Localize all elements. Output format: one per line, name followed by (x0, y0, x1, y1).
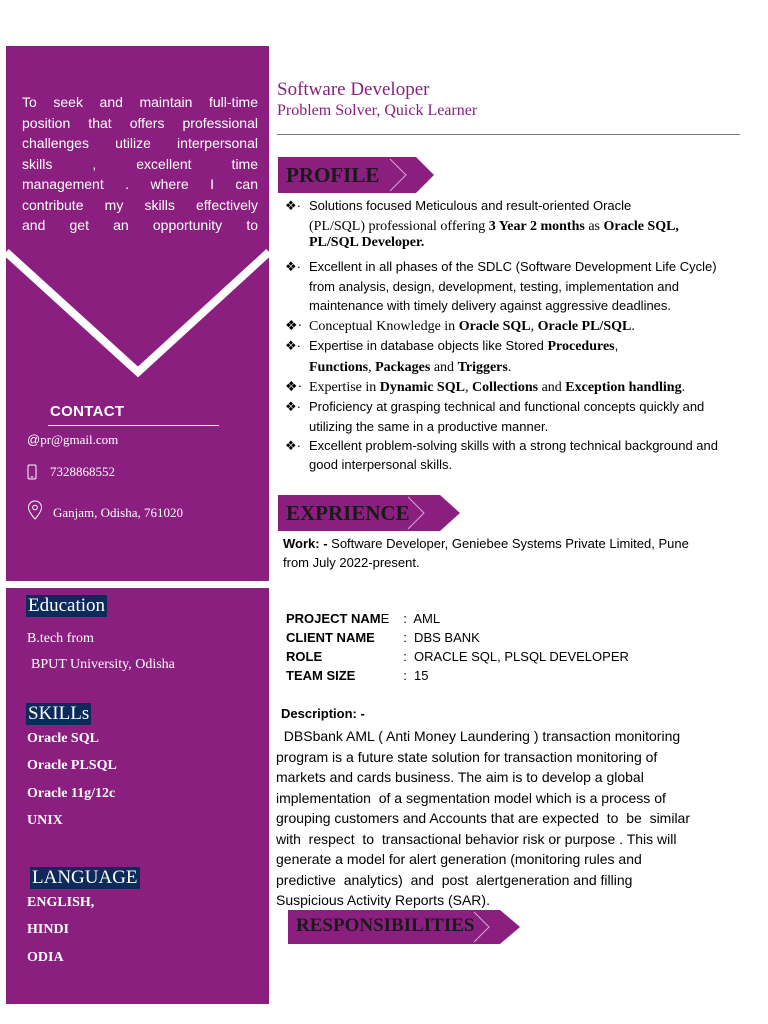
experience-heading: EXPRIENCE (286, 501, 410, 525)
skill-item: Oracle SQL (27, 731, 99, 746)
diamond-bullet-icon: ❖· (285, 338, 301, 354)
job-title: Software Developer (277, 79, 430, 100)
experience-banner (278, 495, 464, 531)
objective-line: contribute my skills effectively (22, 196, 258, 213)
project-row: PROJECT NAME : AML (286, 611, 441, 626)
profile-bullet: ❖· Expertise in Dynamic SQL, Collections and Exception handling. (285, 378, 740, 397)
objective-line: To seek and maintain full-time (22, 94, 258, 110)
phone-text: 7328868552 (50, 464, 115, 479)
profile-bullets (285, 196, 740, 475)
project-details (286, 609, 629, 685)
at-icon: @ (27, 432, 41, 447)
profile-banner (278, 157, 438, 193)
contact-title: CONTACT (50, 403, 125, 420)
address-text: Ganjam, Odisha, 761020 (53, 505, 183, 520)
profile-bullet-cont: (PL/SQL) professional offering 3 Year 2 months as Oracle SQL, PL/SQL Developer. (309, 219, 679, 251)
description-title: Description: - (281, 706, 365, 721)
skill-item: Oracle PLSQL (27, 758, 117, 773)
objective-text (22, 92, 258, 236)
work-summary (283, 534, 743, 572)
education-section (26, 595, 107, 617)
language-heading: LANGUAGE (32, 867, 138, 888)
sidebar-chevron-shape (6, 240, 269, 390)
contact-address (27, 500, 183, 521)
contact-phone (26, 464, 115, 480)
diamond-bullet-icon: ❖· (285, 399, 301, 415)
profile-heading: PROFILE (286, 163, 380, 187)
diamond-bullet-icon: ❖· (285, 319, 303, 335)
header-divider (277, 134, 740, 135)
contact-divider (48, 425, 219, 426)
diamond-bullet-icon: ❖· (285, 198, 301, 213)
objective-line: and get an opportunity to (22, 217, 258, 233)
education-heading: Education (28, 595, 106, 616)
profile-bullet: ❖· Excellent in all phases of the SDLC (Software Development Life Cycle) from analysis, design, development, testing, implementation and maintenance with timely delivery against aggressive deadlines. (285, 259, 717, 313)
project-description: DBSbank AML ( Anti Money Laundering ) transaction monitoring program is a future state solution for transaction monitoring of markets and cards business. The aim is to develop a global implementation of a segmentation model which is a process of grouping customers and Accounts that are expected to be similar with respect to transactional behavior risk or purpose . This will generate a model for alert generation (monitoring rules and predictive analytics) and post alertgeneration and filling Suspicious Activity Reports (SAR). (276, 728, 691, 908)
education-degree: B.tech from (27, 631, 94, 646)
skills-section (26, 703, 91, 725)
objective-line: management . where I can (22, 176, 258, 192)
profile-bullet: ❖· Conceptual Knowledge in Oracle SQL, Oracle PL/SQL. (285, 317, 740, 336)
diamond-bullet-icon: ❖· (285, 259, 301, 275)
profile-bullet: ❖· Expertise in database objects like Stored Procedures, Functions, Packages and Triggers. (285, 338, 619, 375)
project-row: TEAM SIZE : 15 (286, 668, 429, 683)
education-university: BPUT University, Odisha (31, 657, 175, 672)
language-item: ENGLISH, (27, 895, 95, 910)
project-row: ROLE : ORACLE SQL, PLSQL DEVELOPER (286, 649, 629, 664)
responsibilities-heading: RESPONSIBILITIES (296, 915, 475, 936)
work-label: Work: - (283, 536, 328, 551)
language-item: HINDI (27, 922, 70, 937)
location-pin-icon (27, 500, 43, 520)
profile-bullet: ❖· Excellent problem-solving skills with a strong technical background and good interpersonal skills. (285, 437, 718, 473)
language-item: ODIA (27, 950, 64, 965)
skill-item: UNIX (27, 813, 63, 828)
email-text: pr@gmail.com (40, 432, 119, 447)
skills-heading: SKILLs (28, 703, 90, 724)
language-section (30, 867, 140, 889)
phone-icon (26, 464, 38, 480)
project-row: CLIENT NAME : DBS BANK (286, 630, 480, 645)
work-dates: from July 2022-present. (283, 555, 420, 570)
objective-line: challenges utilize interpersonal (22, 135, 258, 151)
diamond-bullet-icon: ❖· (285, 437, 301, 453)
objective-line: position that offers professional (22, 114, 258, 131)
diamond-bullet-icon: ❖· (285, 380, 303, 396)
profile-bullet: ❖· Solutions focused Meticulous and result-oriented Oracle (285, 196, 740, 215)
job-subtitle: Problem Solver, Quick Learner (277, 102, 478, 119)
objective-line: skills , excellent time (22, 155, 258, 172)
profile-bullet: ❖· Proficiency at grasping technical and functional concepts quickly and utilizing the same in a productive manner. (285, 399, 705, 434)
responsibilities-banner (288, 910, 524, 944)
work-role: Software Developer, Geniebee Systems Private Limited, Pune (327, 536, 689, 551)
contact-email (27, 432, 118, 448)
skill-item: Oracle 11g/12c (27, 786, 116, 801)
